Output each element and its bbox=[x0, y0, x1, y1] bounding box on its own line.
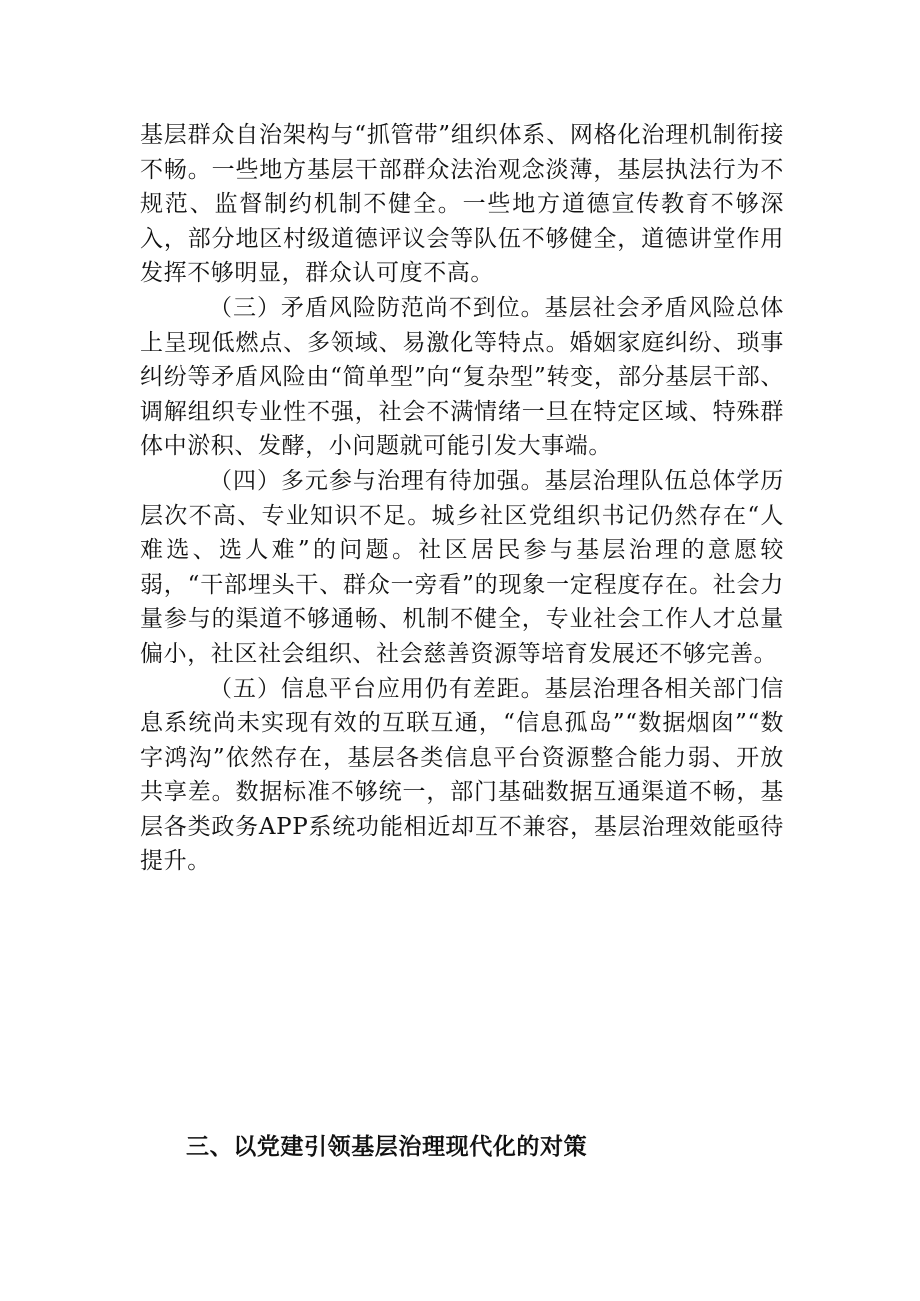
document-body bbox=[140, 118, 784, 879]
paragraph-section-5: （五）信息平台应用仍有差距。基层治理各相关部门信息系统尚未实现有效的互联互通，“信息孤岛”“数据烟囱”“数字鸿沟”依然存在，基层各类信息平台资源整合能力弱、开放共享差。数据标准不够统一，部门基础数据互通渠道不畅，基层各类政务APP系统功能相近却互不兼容，基层治理效能亟待提升。 bbox=[140, 675, 784, 875]
paragraph-continuation: 基层群众自治架构与“抓管带”组织体系、网格化治理机制衔接不畅。一些地方基层干部群众法治观念淡薄，基层执法行为不规范、监督制约机制不健全。一些地方道德宣传教育不够深入，部分地区村级道德评议会等队伍不够健全，道德讲堂作用发挥不够明显，群众认可度不高。 bbox=[140, 122, 784, 287]
paragraph-section-4: （四）多元参与治理有待加强。基层治理队伍总体学历层次不高、专业知识不足。城乡社区党组织书记仍然存在“人难选、选人难”的问题。社区居民参与基层治理的意愿较弱，“干部埋头干、群众一旁看”的现象一定程度存在。社会力量参与的渠道不够通畅、机制不健全，专业社会工作人才总量偏小，社区社会组织、社会慈善资源等培育发展还不够完善。 bbox=[140, 467, 784, 667]
paragraph-section-3: （三）矛盾风险防范尚不到位。基层社会矛盾风险总体上呈现低燃点、多领域、易激化等特点。婚姻家庭纠纷、琐事纠纷等矛盾风险由“简单型”向“复杂型”转变，部分基层干部、调解组织专业性不强，社会不满情绪一旦在特定区域、特殊群体中淤积、发酵，小问题就可能引发大事端。 bbox=[140, 294, 784, 460]
section-heading: 三、以党建引领基层治理现代化的对策 bbox=[186, 1134, 588, 1160]
